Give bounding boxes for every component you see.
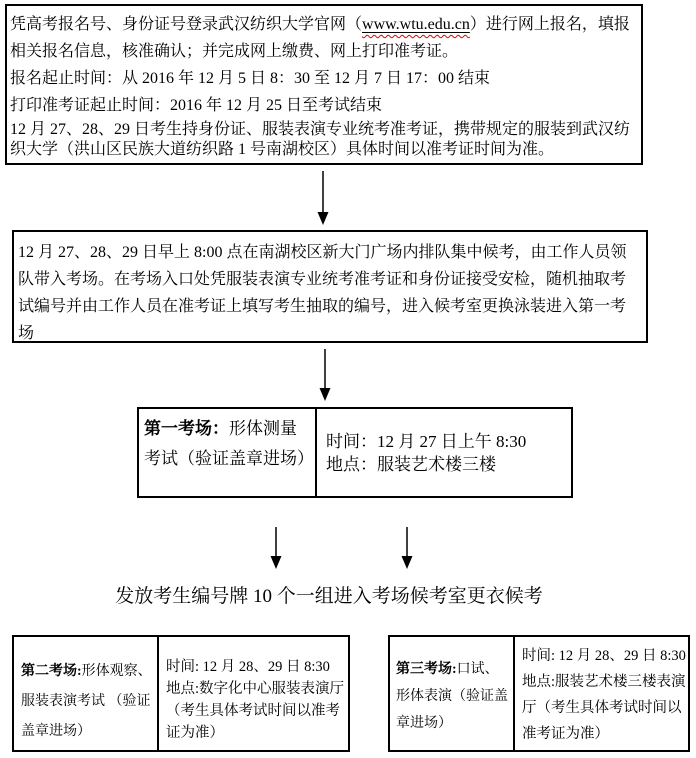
exam-room3-place: 地点:服装艺术楼三楼表演厅（考生具体考试时间以准考证为准）	[522, 674, 686, 742]
exam-room2-place: 地点:数字化中心服装表演厅（考生具体考试时间以准考证为准）	[166, 681, 345, 741]
exam-room2-name-cell	[14, 637, 159, 750]
university-url-text: www.wtu.edu.cn	[362, 16, 470, 33]
exam-room3-desc: 口试、形体表演（验证盖章进场）	[396, 662, 508, 731]
exam-room3-detail-cell	[515, 637, 688, 750]
registration-text-post: ）进行网上报名，填报相关报名信息，核准确认；并完成网上缴费、网上打印准考证。	[10, 16, 630, 60]
down-arrow-icon	[316, 171, 330, 225]
registration-text-pre: 凭高考报名号、身份证号登录武汉纺织大学官网（	[10, 16, 363, 33]
queue-security-text: 12 月 27、28、29 日早上 8:00 点在南湖校区新大门广场内排队集中候考，由工作人员领队带入考场。在考场入口处凭服装表演专业统考准考证和身份证接受安检，随机抽取考试编号并由工作人员在准考证上填写考生抽取的编号，进入候考室更换泳装进入第一考场	[18, 244, 627, 342]
exam-room1-name-cell	[139, 409, 317, 496]
print-ticket-period-line: 打印准考证起止时间：2016 年 12 月 25 日至考试结束	[10, 97, 383, 114]
university-url-link[interactable]	[362, 16, 470, 33]
exam-room2-detail-cell	[159, 637, 348, 750]
registration-paragraph	[10, 11, 639, 65]
exam-room1-time: 时间：12 月 27 日上午 8:30	[326, 431, 527, 451]
registration-info-box	[5, 4, 643, 165]
exam-room3-name-cell	[390, 637, 515, 750]
down-arrow-icon	[269, 527, 283, 569]
exam-room1-desc: 形体测量考试（验证盖章进场）	[144, 419, 314, 468]
exam-room3-table	[388, 635, 690, 752]
grouping-instruction-text: 发放考生编号牌 10 个一组进入考场候考室更衣候考	[115, 586, 543, 607]
exam-room2-table	[12, 635, 350, 752]
queue-security-box	[12, 230, 648, 343]
exam-room3-time: 时间: 12 月 28、29 日 8:30	[522, 648, 686, 664]
exam-room1-place: 地点：服装艺术楼三楼	[326, 454, 496, 474]
exam-room3-label: 第三考场:	[396, 662, 457, 677]
signup-period-line: 报名起止时间：从 2016 年 12 月 5 日 8：30 至 12 月 7 日 17：00 结束	[10, 70, 491, 87]
exam-room2-time: 时间: 12 月 28、29 日 8:30	[166, 659, 330, 675]
exam-room1-table	[137, 407, 573, 498]
exam-room1-label: 第一考场：	[144, 419, 229, 438]
exam-arrival-line: 12 月 27、28、29 日考生持身份证、服装表演专业统考准考证，携带规定的服装到武汉纺织大学（洪山区民族大道纺织路 1 号南湖校区）具体时间以准考证时间为准。	[10, 121, 631, 158]
exam-room2-desc: 形体观察、服装表演考试 （验证盖章进场）	[21, 664, 152, 739]
down-arrow-icon	[400, 527, 414, 569]
exam-room2-label: 第二考场:	[21, 664, 82, 679]
down-arrow-icon	[318, 349, 332, 401]
exam-room1-detail-cell	[317, 409, 571, 496]
